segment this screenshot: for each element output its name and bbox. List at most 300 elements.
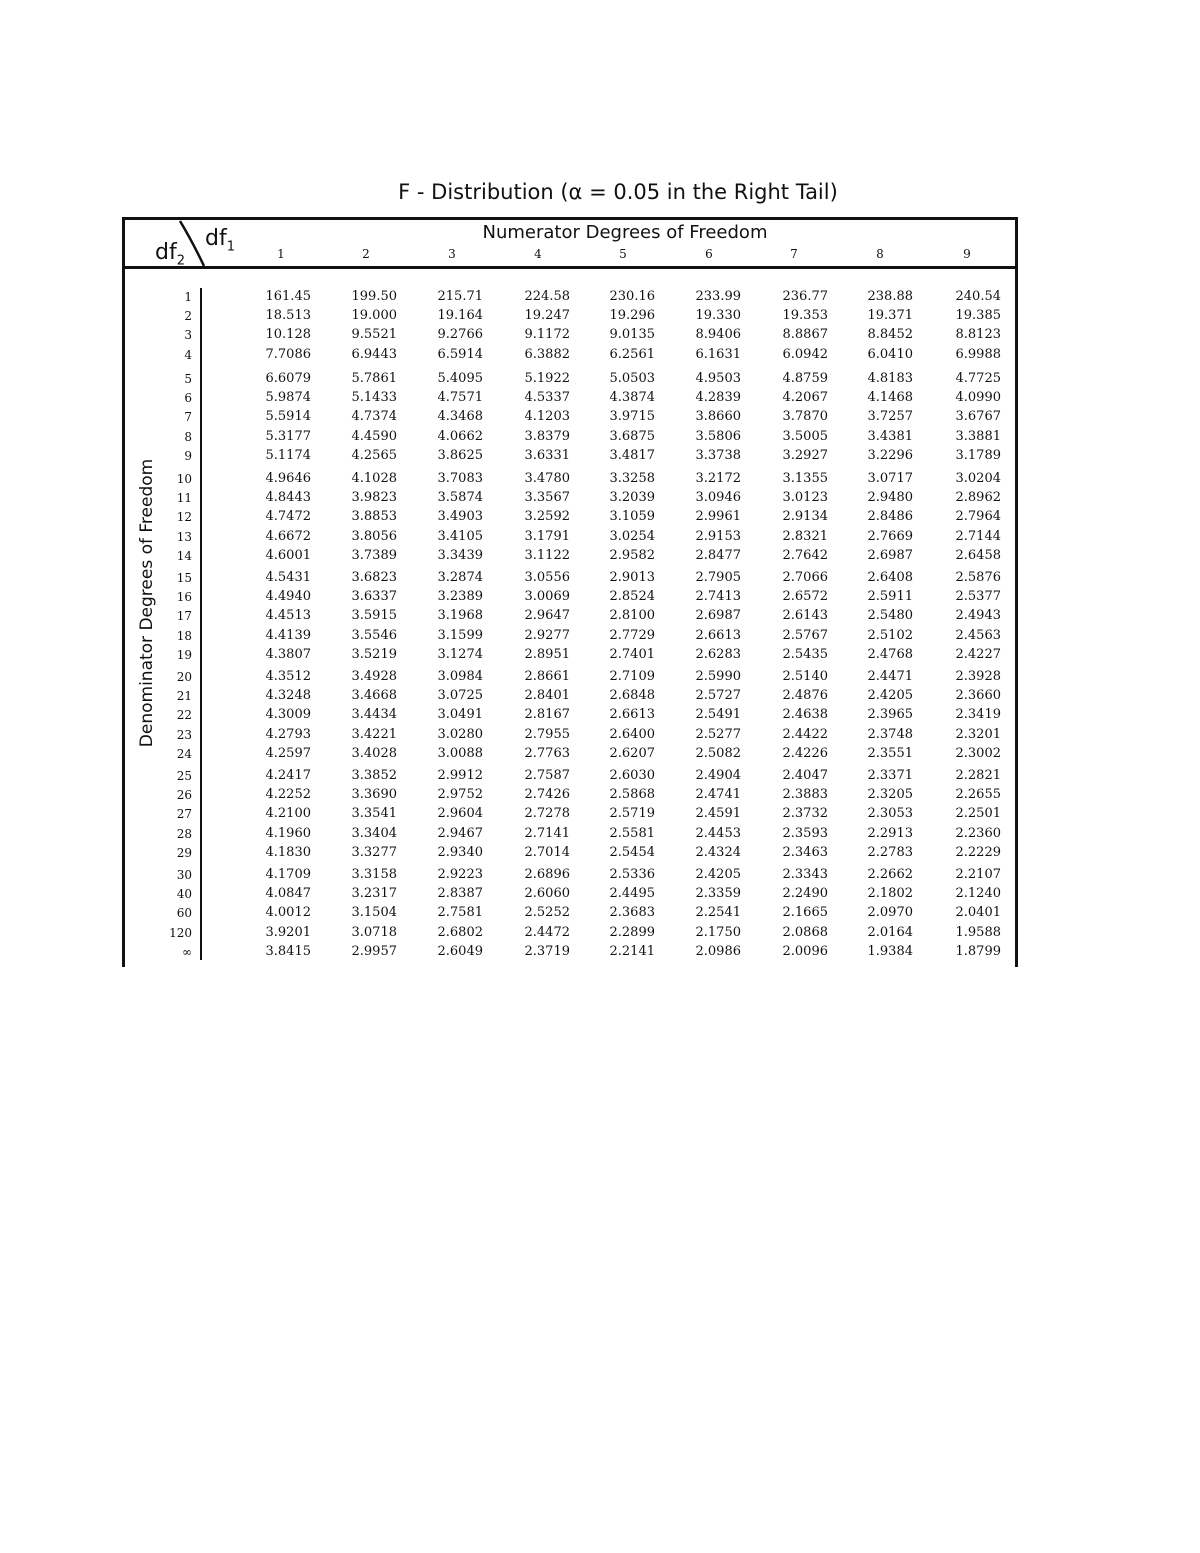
table-cell: 4.3807 bbox=[265, 646, 311, 662]
table-cell: 3.1122 bbox=[524, 547, 570, 563]
table-cell: 18.513 bbox=[265, 308, 311, 324]
table-cell: 3.4928 bbox=[351, 669, 397, 684]
table-cell: 19.164 bbox=[437, 308, 483, 324]
table-cell: 2.4227 bbox=[955, 646, 1001, 662]
table-cell: 2.7413 bbox=[695, 589, 741, 605]
table-cell: 4.8183 bbox=[867, 371, 913, 386]
table-cell: 4.2067 bbox=[782, 390, 828, 406]
row-header: 9 bbox=[184, 448, 192, 463]
table-cell: 3.4028 bbox=[351, 745, 397, 761]
table-cell: 3.5005 bbox=[782, 428, 828, 444]
df2-label: $df_2$ bbox=[155, 240, 185, 269]
table-cell: 2.7426 bbox=[524, 787, 570, 803]
table-cell: 2.7141 bbox=[524, 825, 570, 841]
table-cell: 3.9201 bbox=[265, 924, 311, 940]
table-cell: 3.4668 bbox=[351, 688, 397, 704]
table-cell: 1.9588 bbox=[955, 924, 1001, 940]
table-cell: 2.6848 bbox=[609, 688, 655, 704]
table-cell: 2.5990 bbox=[695, 669, 741, 684]
table-cell: 240.54 bbox=[955, 289, 1001, 304]
table-cell: 2.7066 bbox=[782, 570, 828, 585]
table-cell: 2.7401 bbox=[609, 646, 655, 662]
table-cell: 2.5581 bbox=[609, 825, 655, 841]
table-cell: 6.1631 bbox=[695, 346, 741, 362]
row-header: 13 bbox=[176, 529, 192, 544]
table-cell: 3.2317 bbox=[351, 886, 397, 902]
table-cell: 3.6337 bbox=[351, 589, 397, 605]
table-cell: 3.5219 bbox=[351, 646, 397, 662]
table-cell: 3.9823 bbox=[351, 490, 397, 506]
table-cell: 2.4876 bbox=[782, 688, 828, 704]
table-cell: 6.9443 bbox=[351, 346, 397, 362]
table-cell: 2.7955 bbox=[524, 726, 570, 742]
table-cell: 2.9340 bbox=[437, 844, 483, 860]
table-cell: 4.0662 bbox=[437, 428, 483, 444]
table-cell: 2.5435 bbox=[782, 646, 828, 662]
table-cell: 4.8443 bbox=[265, 490, 311, 506]
table-cell: 2.4591 bbox=[695, 806, 741, 822]
table-cell: 2.3551 bbox=[867, 745, 913, 761]
table-cell: 3.0491 bbox=[437, 707, 483, 723]
row-header: 23 bbox=[176, 727, 192, 742]
row-header: 14 bbox=[176, 548, 192, 563]
denominator-label: Denominator Degrees of Freedom bbox=[137, 458, 157, 748]
table-cell: 2.9912 bbox=[437, 768, 483, 783]
table-cell: 2.6987 bbox=[695, 608, 741, 624]
row-header: 20 bbox=[176, 670, 192, 684]
table-cell: 2.7587 bbox=[524, 768, 570, 783]
table-cell: 3.6875 bbox=[609, 428, 655, 444]
table-cell: 2.4472 bbox=[524, 924, 570, 940]
row-header: 7 bbox=[184, 410, 192, 425]
table-cell: 4.2597 bbox=[265, 745, 311, 761]
table-cell: 6.5914 bbox=[437, 346, 483, 362]
table-cell: 2.5868 bbox=[609, 787, 655, 803]
table-cell: 2.7014 bbox=[524, 844, 570, 860]
table-cell: 2.6408 bbox=[867, 570, 913, 585]
table-cell: 3.5806 bbox=[695, 428, 741, 444]
table-cell: 8.8452 bbox=[867, 327, 913, 343]
table-cell: 9.0135 bbox=[609, 327, 655, 343]
table-cell: 2.6283 bbox=[695, 646, 741, 662]
table-cell: 2.5377 bbox=[955, 589, 1001, 605]
table-cell: 2.5140 bbox=[782, 669, 828, 684]
table-cell: 6.0410 bbox=[867, 346, 913, 362]
table-cell: 4.4940 bbox=[265, 589, 311, 605]
table-cell: 3.4381 bbox=[867, 428, 913, 444]
row-header: 8 bbox=[184, 429, 192, 444]
table-cell: 6.3882 bbox=[524, 346, 570, 362]
row-header: 19 bbox=[176, 647, 192, 662]
table-cell: 2.0164 bbox=[867, 924, 913, 940]
table-cell: 4.5337 bbox=[524, 390, 570, 406]
table-cell: 3.8415 bbox=[265, 943, 311, 959]
table-cell: 3.0946 bbox=[695, 490, 741, 506]
table-cell: 3.2039 bbox=[609, 490, 655, 506]
table-cell: 2.3732 bbox=[782, 806, 828, 822]
table-cell: 2.9752 bbox=[437, 787, 483, 803]
table-cell: 2.3748 bbox=[867, 726, 913, 742]
table-cell: 2.4638 bbox=[782, 707, 828, 723]
column-header: 1 bbox=[277, 247, 285, 261]
table-cell: 4.0847 bbox=[265, 886, 311, 902]
table-cell: 215.71 bbox=[437, 289, 483, 304]
table-cell: 2.4471 bbox=[867, 669, 913, 684]
table-cell: 3.7083 bbox=[437, 471, 483, 486]
table-cell: 3.9715 bbox=[609, 409, 655, 425]
column-header: 7 bbox=[790, 247, 798, 261]
table-cell: 4.3512 bbox=[265, 669, 311, 684]
table-cell: 2.3883 bbox=[782, 787, 828, 803]
table-cell: 2.3371 bbox=[867, 768, 913, 783]
table-cell: 2.9467 bbox=[437, 825, 483, 841]
table-cell: 3.1274 bbox=[437, 646, 483, 662]
row-header: 1 bbox=[184, 290, 192, 304]
row-header: 27 bbox=[176, 807, 192, 822]
table-cell: 5.0503 bbox=[609, 371, 655, 386]
row-header: 15 bbox=[176, 571, 192, 585]
table-cell: 3.1968 bbox=[437, 608, 483, 624]
table-cell: 2.3205 bbox=[867, 787, 913, 803]
table-cell: 3.8625 bbox=[437, 447, 483, 463]
table-cell: 3.4434 bbox=[351, 707, 397, 723]
table-cell: 2.5719 bbox=[609, 806, 655, 822]
table-cell: 3.3277 bbox=[351, 844, 397, 860]
table-cell: 2.2655 bbox=[955, 787, 1001, 803]
table-cell: 9.2766 bbox=[437, 327, 483, 343]
table-cell: 2.7278 bbox=[524, 806, 570, 822]
table-cell: 236.77 bbox=[782, 289, 828, 304]
table-cell: 3.1791 bbox=[524, 528, 570, 544]
row-header: 28 bbox=[176, 826, 192, 841]
table-cell: 9.1172 bbox=[524, 327, 570, 343]
table-cell: 3.4780 bbox=[524, 471, 570, 486]
table-cell: 2.3928 bbox=[955, 669, 1001, 684]
table-cell: 3.7389 bbox=[351, 547, 397, 563]
table-cell: 3.0725 bbox=[437, 688, 483, 704]
table-cell: 2.4205 bbox=[695, 867, 741, 882]
table-cell: 19.330 bbox=[695, 308, 741, 324]
table-cell: 5.1922 bbox=[524, 371, 570, 386]
table-cell: 2.6802 bbox=[437, 924, 483, 940]
table-cell: 5.9874 bbox=[265, 390, 311, 406]
table-cell: 2.7144 bbox=[955, 528, 1001, 544]
table-cell: 3.8379 bbox=[524, 428, 570, 444]
table-cell: 2.2913 bbox=[867, 825, 913, 841]
row-header: 18 bbox=[176, 628, 192, 643]
row-header: 29 bbox=[176, 845, 192, 860]
table-cell: 4.0990 bbox=[955, 390, 1001, 406]
table-cell: 2.8100 bbox=[609, 608, 655, 624]
table-cell: 2.6572 bbox=[782, 589, 828, 605]
table-cell: 3.1355 bbox=[782, 471, 828, 486]
table-cell: 2.3683 bbox=[609, 905, 655, 921]
table-cell: 2.3965 bbox=[867, 707, 913, 723]
row-header: 16 bbox=[176, 590, 192, 605]
table-cell: 2.5454 bbox=[609, 844, 655, 860]
table-cell: 3.4903 bbox=[437, 509, 483, 525]
table-cell: 19.000 bbox=[351, 308, 397, 324]
table-cell: 7.7086 bbox=[265, 346, 311, 362]
table-cell: 2.7642 bbox=[782, 547, 828, 563]
table-cell: 4.7725 bbox=[955, 371, 1001, 386]
table-cell: 2.9604 bbox=[437, 806, 483, 822]
table-cell: 4.7472 bbox=[265, 509, 311, 525]
table-cell: 4.8759 bbox=[782, 371, 828, 386]
table-cell: 2.4768 bbox=[867, 646, 913, 662]
table-cell: 3.8056 bbox=[351, 528, 397, 544]
table-cell: 3.3541 bbox=[351, 806, 397, 822]
column-header: 8 bbox=[876, 247, 884, 261]
table-cell: 2.1665 bbox=[782, 905, 828, 921]
table-cell: 4.1028 bbox=[351, 471, 397, 486]
table-cell: 2.2229 bbox=[955, 844, 1001, 860]
table-cell: 3.7870 bbox=[782, 409, 828, 425]
table-cell: 4.2793 bbox=[265, 726, 311, 742]
table-cell: 2.6207 bbox=[609, 745, 655, 761]
table-cell: 233.99 bbox=[695, 289, 741, 304]
table-cell: 2.5336 bbox=[609, 867, 655, 882]
table-cell: 6.0942 bbox=[782, 346, 828, 362]
table-cell: 4.5431 bbox=[265, 570, 311, 585]
table-cell: 3.4221 bbox=[351, 726, 397, 742]
table-cell: 4.1830 bbox=[265, 844, 311, 860]
table-cell: 2.2899 bbox=[609, 924, 655, 940]
row-header: 4 bbox=[184, 347, 192, 362]
table-cell: 4.1709 bbox=[265, 867, 311, 882]
table-cell: 2.7905 bbox=[695, 570, 741, 585]
table-cell: 3.6767 bbox=[955, 409, 1001, 425]
table-cell: 2.3419 bbox=[955, 707, 1001, 723]
table-cell: 6.6079 bbox=[265, 371, 311, 386]
table-cell: 4.6672 bbox=[265, 528, 311, 544]
table-cell: 2.4453 bbox=[695, 825, 741, 841]
table-cell: 2.6030 bbox=[609, 768, 655, 783]
row-header: 6 bbox=[184, 391, 192, 406]
table-cell: 5.5914 bbox=[265, 409, 311, 425]
table-cell: 2.5277 bbox=[695, 726, 741, 742]
table-cell: 2.6987 bbox=[867, 547, 913, 563]
row-header: 30 bbox=[176, 868, 192, 882]
table-cell: 2.2490 bbox=[782, 886, 828, 902]
table-cell: 2.6613 bbox=[695, 627, 741, 643]
row-label-divider bbox=[200, 288, 202, 960]
table-cell: 2.6060 bbox=[524, 886, 570, 902]
table-cell: 2.3719 bbox=[524, 943, 570, 959]
table-cell: 2.2541 bbox=[695, 905, 741, 921]
row-header: 3 bbox=[184, 328, 192, 343]
table-cell: 2.1750 bbox=[695, 924, 741, 940]
table-cell: 2.4943 bbox=[955, 608, 1001, 624]
table-cell: 2.7581 bbox=[437, 905, 483, 921]
table-cell: 19.353 bbox=[782, 308, 828, 324]
table-cell: 2.4324 bbox=[695, 844, 741, 860]
table-cell: 2.4226 bbox=[782, 745, 828, 761]
table-cell: 4.9646 bbox=[265, 471, 311, 486]
table-cell: 2.3343 bbox=[782, 867, 828, 882]
table-cell: 2.8387 bbox=[437, 886, 483, 902]
table-cell: 4.2839 bbox=[695, 390, 741, 406]
table-cell: 5.1433 bbox=[351, 390, 397, 406]
table-cell: 2.3660 bbox=[955, 688, 1001, 704]
table-cell: 2.5480 bbox=[867, 608, 913, 624]
table-cell: 1.9384 bbox=[867, 943, 913, 959]
table-cell: 3.2874 bbox=[437, 570, 483, 585]
table-cell: 2.0096 bbox=[782, 943, 828, 959]
table-cell: 3.3158 bbox=[351, 867, 397, 882]
table-cell: 4.4139 bbox=[265, 627, 311, 643]
table-cell: 2.4741 bbox=[695, 787, 741, 803]
table-cell: 3.0984 bbox=[437, 669, 483, 684]
table-cell: 3.2927 bbox=[782, 447, 828, 463]
table-cell: 2.8167 bbox=[524, 707, 570, 723]
header-divider bbox=[122, 266, 1018, 269]
table-cell: 4.1960 bbox=[265, 825, 311, 841]
table-cell: 2.7964 bbox=[955, 509, 1001, 525]
table-cell: 2.9961 bbox=[695, 509, 741, 525]
table-cell: 3.0069 bbox=[524, 589, 570, 605]
table-cell: 2.9957 bbox=[351, 943, 397, 959]
table-cell: 3.3852 bbox=[351, 768, 397, 783]
table-cell: 4.2417 bbox=[265, 768, 311, 783]
column-header: 9 bbox=[963, 247, 971, 261]
table-cell: 3.8660 bbox=[695, 409, 741, 425]
table-cell: 2.4904 bbox=[695, 768, 741, 783]
table-cell: 3.4105 bbox=[437, 528, 483, 544]
table-cell: 2.0868 bbox=[782, 924, 828, 940]
table-cell: 238.88 bbox=[867, 289, 913, 304]
table-cell: 2.8486 bbox=[867, 509, 913, 525]
table-cell: 3.0280 bbox=[437, 726, 483, 742]
table-cell: 3.7257 bbox=[867, 409, 913, 425]
table-cell: 2.3359 bbox=[695, 886, 741, 902]
table-cell: 3.2389 bbox=[437, 589, 483, 605]
table-cell: 2.9647 bbox=[524, 608, 570, 624]
table-cell: 3.5915 bbox=[351, 608, 397, 624]
table-cell: 3.5874 bbox=[437, 490, 483, 506]
table-cell: 3.0123 bbox=[782, 490, 828, 506]
table-cell: 2.7763 bbox=[524, 745, 570, 761]
table-cell: 3.0718 bbox=[351, 924, 397, 940]
table-cell: 2.3463 bbox=[782, 844, 828, 860]
table-cell: 2.6613 bbox=[609, 707, 655, 723]
table-cell: 3.0556 bbox=[524, 570, 570, 585]
column-header: 3 bbox=[448, 247, 456, 261]
table-cell: 4.6001 bbox=[265, 547, 311, 563]
column-header: 6 bbox=[705, 247, 713, 261]
table-cell: 2.9013 bbox=[609, 570, 655, 585]
table-cell: 3.0088 bbox=[437, 745, 483, 761]
table-cell: 3.0717 bbox=[867, 471, 913, 486]
row-header: 25 bbox=[176, 769, 192, 783]
table-cell: 3.1504 bbox=[351, 905, 397, 921]
table-cell: 2.3053 bbox=[867, 806, 913, 822]
table-cell: 2.2141 bbox=[609, 943, 655, 959]
column-header: 5 bbox=[619, 247, 627, 261]
table-cell: 2.4047 bbox=[782, 768, 828, 783]
column-header: 2 bbox=[362, 247, 370, 261]
table-cell: 19.371 bbox=[867, 308, 913, 324]
table-cell: 230.16 bbox=[609, 289, 655, 304]
table-cell: 2.0401 bbox=[955, 905, 1001, 921]
table-cell: 2.2501 bbox=[955, 806, 1001, 822]
table-cell: 4.2565 bbox=[351, 447, 397, 463]
table-cell: 199.50 bbox=[351, 289, 397, 304]
row-header: 2 bbox=[184, 309, 192, 324]
numerator-label: Numerator Degrees of Freedom bbox=[482, 222, 768, 243]
table-cell: 4.7571 bbox=[437, 390, 483, 406]
row-header: 11 bbox=[176, 491, 192, 506]
table-cell: 2.8321 bbox=[782, 528, 828, 544]
row-header: 5 bbox=[184, 372, 192, 386]
table-cell: 2.0970 bbox=[867, 905, 913, 921]
table-cell: 4.1468 bbox=[867, 390, 913, 406]
table-cell: 3.3404 bbox=[351, 825, 397, 841]
table-cell: 3.0204 bbox=[955, 471, 1001, 486]
table-cell: 2.8962 bbox=[955, 490, 1001, 506]
table-cell: 2.8951 bbox=[524, 646, 570, 662]
row-header: 10 bbox=[176, 472, 192, 486]
table-cell: 2.4205 bbox=[867, 688, 913, 704]
table-cell: 2.9134 bbox=[782, 509, 828, 525]
table-cell: 2.8661 bbox=[524, 669, 570, 684]
table-cell: 3.1059 bbox=[609, 509, 655, 525]
table-cell: 2.3593 bbox=[782, 825, 828, 841]
table-cell: 3.6823 bbox=[351, 570, 397, 585]
table-cell: 8.9406 bbox=[695, 327, 741, 343]
table-cell: 2.9223 bbox=[437, 867, 483, 882]
table-cell: 3.3690 bbox=[351, 787, 397, 803]
row-header: 120 bbox=[169, 925, 192, 940]
table-cell: 2.5911 bbox=[867, 589, 913, 605]
table-cell: 2.4422 bbox=[782, 726, 828, 742]
table-cell: 2.2360 bbox=[955, 825, 1001, 841]
table-cell: 2.1802 bbox=[867, 886, 913, 902]
table-cell: 2.8477 bbox=[695, 547, 741, 563]
table-cell: 2.6143 bbox=[782, 608, 828, 624]
table-cell: 19.385 bbox=[955, 308, 1001, 324]
table-cell: 2.9480 bbox=[867, 490, 913, 506]
table-cell: 4.1203 bbox=[524, 409, 570, 425]
table-cell: 3.1789 bbox=[955, 447, 1001, 463]
table-cell: 2.5082 bbox=[695, 745, 741, 761]
row-header: 40 bbox=[176, 887, 192, 902]
table-cell: 3.2172 bbox=[695, 471, 741, 486]
table-cell: 9.5521 bbox=[351, 327, 397, 343]
table-cell: 8.8123 bbox=[955, 327, 1001, 343]
table-cell: 2.7109 bbox=[609, 669, 655, 684]
table-cell: 3.3881 bbox=[955, 428, 1001, 444]
table-cell: 4.9503 bbox=[695, 371, 741, 386]
table-cell: 3.6331 bbox=[524, 447, 570, 463]
table-cell: 4.2100 bbox=[265, 806, 311, 822]
table-cell: 2.2662 bbox=[867, 867, 913, 882]
table-cell: 4.0012 bbox=[265, 905, 311, 921]
table-cell: 3.2296 bbox=[867, 447, 913, 463]
page-title: F - Distribution (α = 0.05 in the Right Tail) bbox=[398, 180, 838, 204]
table-cell: 2.2821 bbox=[955, 768, 1001, 783]
table-cell: 4.4513 bbox=[265, 608, 311, 624]
column-header: 4 bbox=[534, 247, 542, 261]
table-cell: 3.3567 bbox=[524, 490, 570, 506]
table-cell: 4.4590 bbox=[351, 428, 397, 444]
table-cell: 2.8401 bbox=[524, 688, 570, 704]
table-cell: 3.5546 bbox=[351, 627, 397, 643]
row-header: 21 bbox=[176, 689, 192, 704]
row-header: 24 bbox=[176, 746, 192, 761]
table-cell: 3.1599 bbox=[437, 627, 483, 643]
table-cell: 2.5491 bbox=[695, 707, 741, 723]
